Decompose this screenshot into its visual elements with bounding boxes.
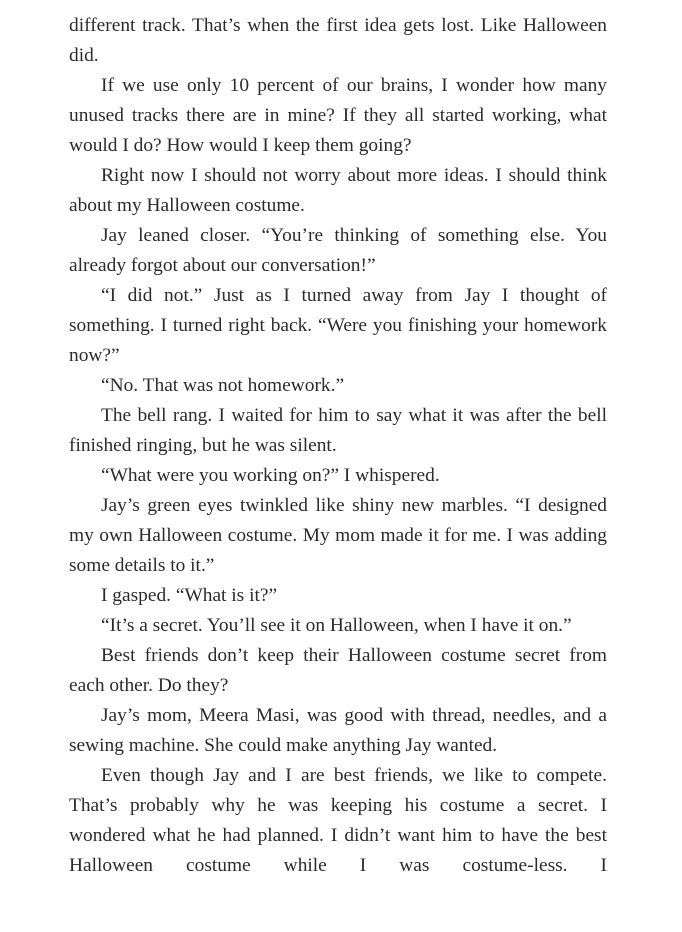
paragraph-bell-rang: The bell rang. I waited for him to say what it was after the bell finished ringing, but he was silent. bbox=[69, 405, 607, 456]
paragraph-gasped: I gasped. “What is it?” bbox=[101, 585, 278, 606]
paragraph-unused-tracks: If we use only 10 percent of our brains, I wonder how many unused tracks there are in mine? If they all started working, what would I do? How would I keep them going? bbox=[69, 75, 607, 156]
paragraph-costume-thought: Right now I should not worry about more ideas. I should think about my Halloween costume. bbox=[69, 165, 607, 216]
paragraph-green-eyes: Jay’s green eyes twinkled like shiny new marbles. “I designed my own Halloween costume. My mom made it for me. I was adding some details to it.” bbox=[69, 495, 607, 576]
paragraph-continued: different track. That’s when the first idea gets lost. Like Halloween did. bbox=[69, 15, 607, 66]
paragraph-jay-leaned: Jay leaned closer. “You’re thinking of something else. You already forgot about our conversation!” bbox=[69, 225, 607, 276]
paragraph-not-homework: “No. That was not homework.” bbox=[101, 375, 345, 396]
paragraph-best-friends: Best friends don’t keep their Halloween costume secret from each other. Do they? bbox=[69, 645, 607, 696]
paragraph-secret: “It’s a secret. You’ll see it on Halloween, when I have it on.” bbox=[101, 615, 572, 636]
paragraph-did-not: “I did not.” Just as I turned away from Jay I thought of something. I turned right back. “Were you finishing your homework now?” bbox=[69, 285, 607, 366]
paragraph-meera-masi: Jay’s mom, Meera Masi, was good with thread, needles, and a sewing machine. She could make anything Jay wanted. bbox=[69, 705, 607, 756]
paragraph-compete: Even though Jay and I are best friends, we like to compete. That’s probably why he was keeping his costume a secret. I wondered what he had planned. I didn’t want him to have the best Halloween costume while I was costume-less. I bbox=[69, 765, 607, 876]
book-page bbox=[69, 11, 607, 881]
paragraph-whispered: “What were you working on?” I whispered. bbox=[101, 465, 440, 486]
